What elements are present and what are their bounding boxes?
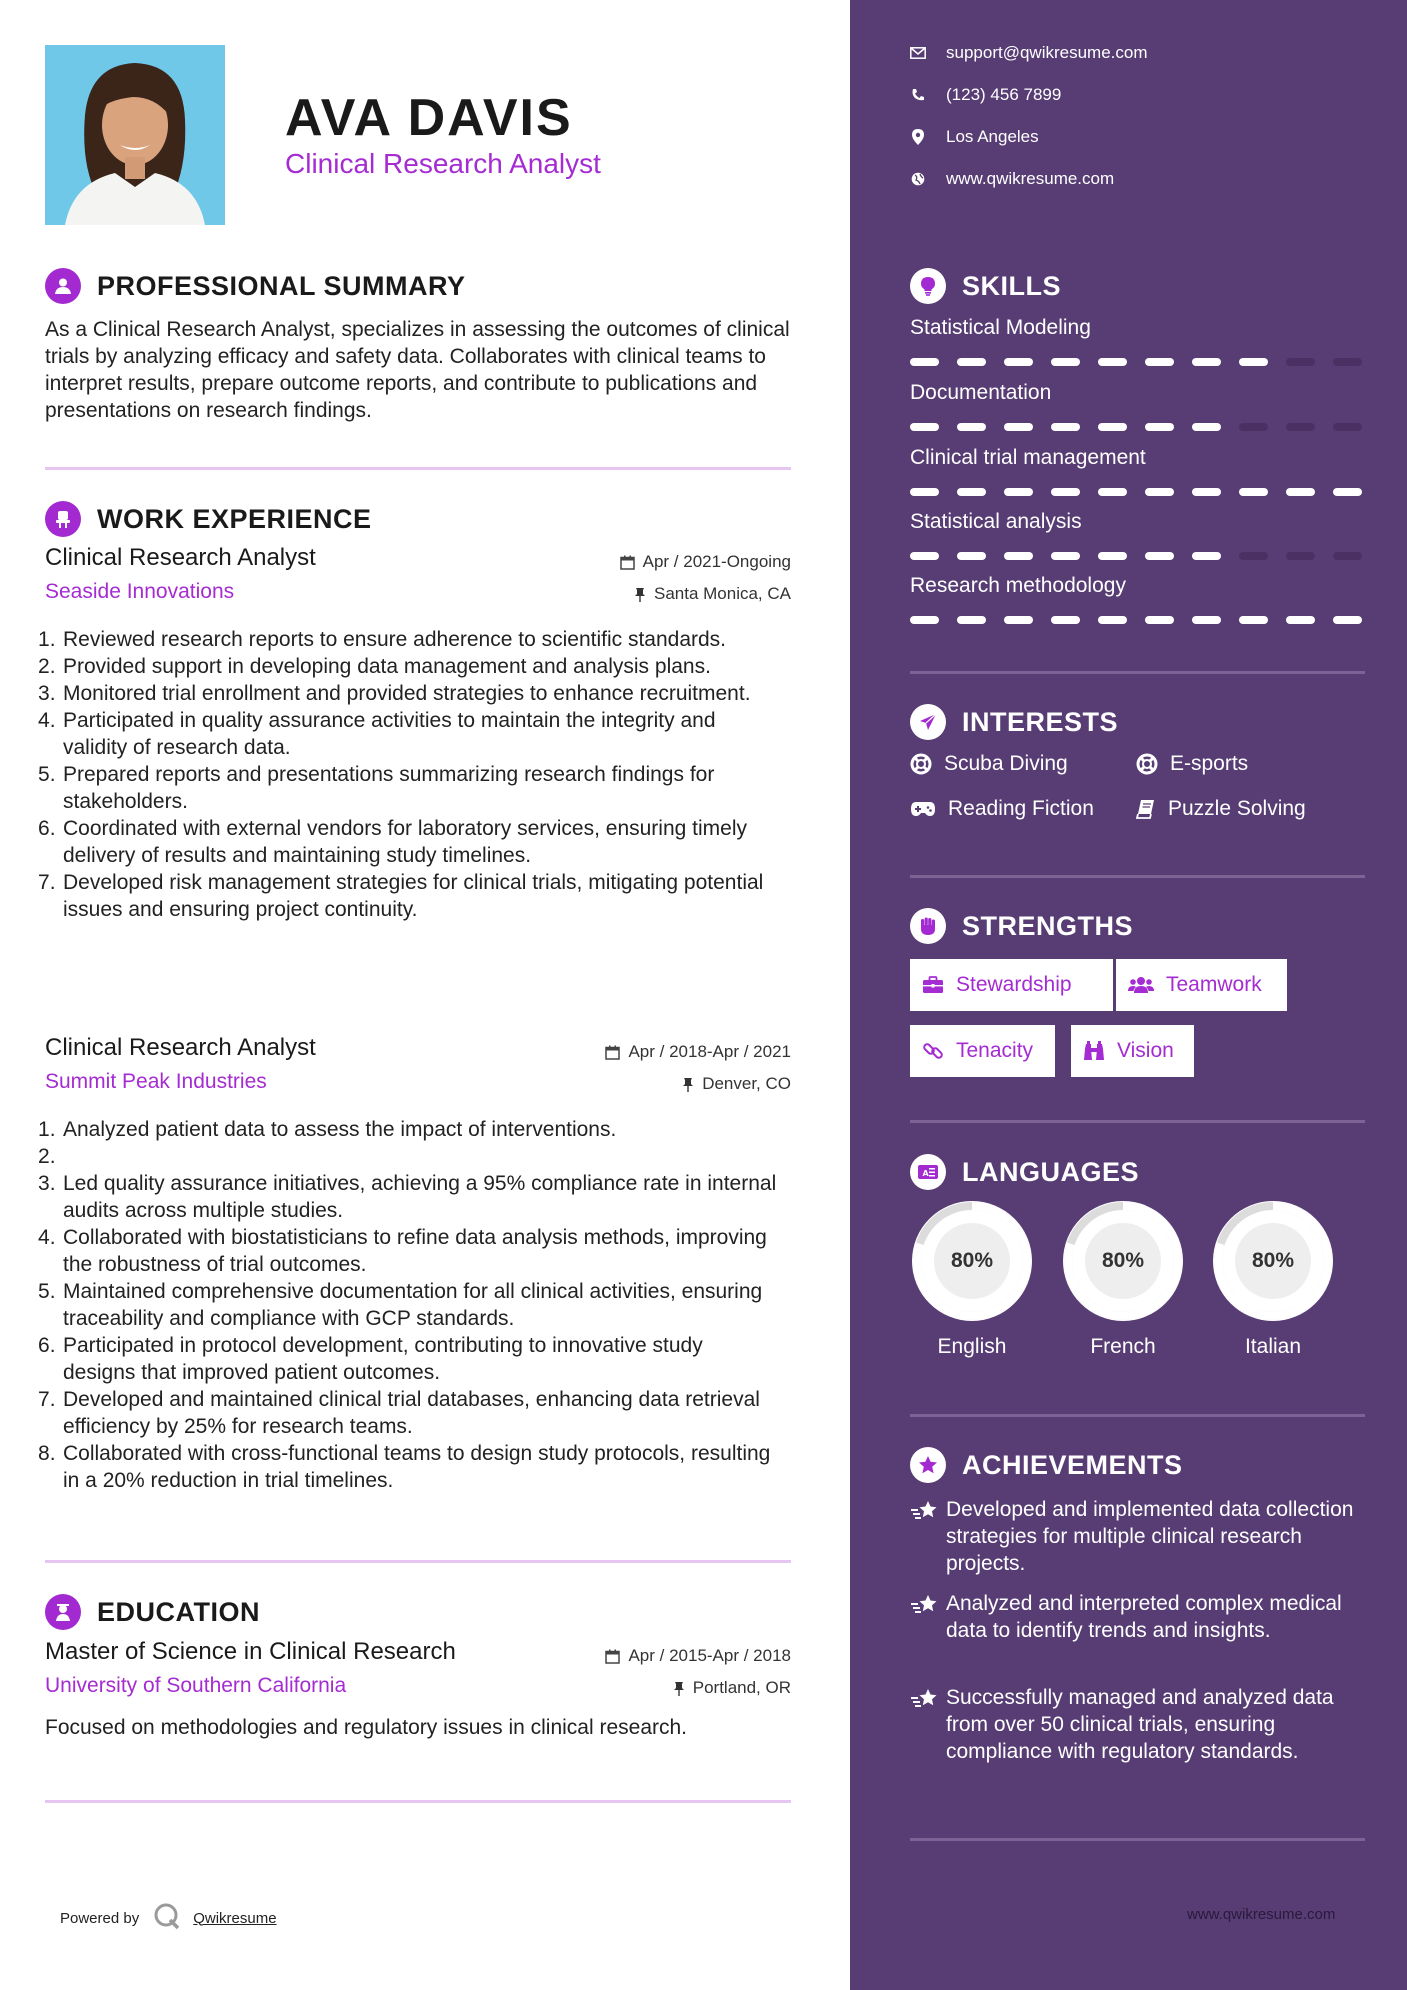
job-entry (45, 1034, 791, 1106)
life-ring-icon (910, 753, 932, 775)
rating-dot (910, 423, 939, 431)
language-icon (910, 1154, 946, 1190)
education-location-text: Portland, OR (692, 1678, 791, 1697)
list-item: Led quality assurance initiatives, achieving a 95% compliance rate in internal audits across multiple studies. (63, 1172, 777, 1222)
experience-heading (45, 499, 372, 539)
section-title: INTERESTS (962, 706, 1119, 737)
star-badge-icon (910, 1447, 946, 1483)
job-location-text: Denver, CO (702, 1074, 791, 1093)
briefcase-icon (922, 976, 944, 994)
language-percent: 80% (1101, 1249, 1145, 1272)
job-company: Summit Peak Industries (45, 1070, 267, 1093)
language-progress-ring (1211, 1199, 1335, 1323)
language-name: Italian (1244, 1335, 1302, 1358)
pin-icon (634, 587, 646, 602)
calendar-icon (605, 1649, 620, 1664)
rating-dot (1051, 488, 1080, 496)
strengths-heading (910, 906, 1133, 946)
skill-rating (910, 616, 1365, 624)
strength-tag (910, 959, 1113, 1011)
rating-dot (1286, 552, 1315, 560)
rating-dot (910, 358, 939, 366)
rating-dot (1145, 616, 1174, 624)
map-marker-icon (910, 129, 926, 145)
interest-item (910, 752, 1068, 776)
job-duties-list (38, 626, 778, 923)
skill-item (910, 574, 1365, 624)
summary-text: As a Clinical Research Analyst, specializes in assessing the outcomes of clinical trials by analyzing efficacy and safety data. Collaborates with clinical teams to interpret results, prepare outcome reports, and contribute to publications and presentations on research findings. (45, 318, 790, 422)
svg-text:A: A (922, 1169, 929, 1178)
rating-dot (1333, 423, 1362, 431)
rating-dot (1239, 616, 1268, 624)
interests-heading (910, 702, 1118, 742)
divider (910, 671, 1365, 674)
rating-dot (957, 358, 986, 366)
job-date (605, 1042, 791, 1062)
rating-dot (1286, 616, 1315, 624)
skill-item (910, 316, 1365, 366)
calendar-icon (620, 555, 635, 570)
rating-dot (1098, 488, 1127, 496)
language-percent: 80% (950, 1249, 994, 1272)
rating-dot (910, 552, 939, 560)
rating-dot (1286, 358, 1315, 366)
rating-dot (1051, 423, 1080, 431)
job-date-text: Apr / 2018-Apr / 2021 (628, 1042, 791, 1061)
interest-item (910, 797, 1094, 821)
strength-label: Vision (1117, 1039, 1174, 1062)
divider (910, 1838, 1365, 1841)
qwikresume-link[interactable]: Qwikresume (193, 1909, 277, 1927)
rating-dot (1333, 488, 1362, 496)
job-duties-list (38, 1116, 778, 1494)
list-item: Participated in quality assurance activities to maintain the integrity and validity of research data. (63, 709, 716, 759)
skill-name: Clinical trial management (910, 446, 1146, 469)
education-heading (45, 1592, 260, 1632)
strength-label: Stewardship (956, 973, 1072, 996)
powered-by-label: Powered by (60, 1909, 140, 1927)
section-title: ACHIEVEMENTS (962, 1449, 1183, 1480)
interest-label: E-sports (1170, 752, 1249, 775)
language-item (1211, 1199, 1335, 1359)
contact-phone[interactable] (910, 85, 1061, 105)
shooting-star-icon (910, 1686, 946, 1765)
list-item: Monitored trial enrollment and provided strategies to enhance recruitment. (63, 682, 751, 705)
contact-website[interactable] (910, 169, 1114, 189)
section-title: WORK EXPERIENCE (97, 503, 372, 534)
envelope-icon (910, 47, 926, 59)
rating-dot (1239, 488, 1268, 496)
rating-dot (1098, 358, 1127, 366)
life-ring-icon (1136, 753, 1158, 775)
section-title: STRENGTHS (962, 910, 1134, 941)
rating-dot (1239, 358, 1268, 366)
list-item: Developed risk management strategies for clinical trials, mitigating potential issues and ensuring project continuity. (63, 871, 764, 921)
rating-dot (1004, 358, 1033, 366)
interest-label: Puzzle Solving (1168, 797, 1306, 820)
job-date-text: Apr / 2021-Ongoing (642, 552, 791, 571)
strength-tag (1071, 1025, 1194, 1077)
skill-name: Statistical Modeling (910, 316, 1091, 339)
rating-dot (1333, 552, 1362, 560)
chair-icon (45, 501, 81, 537)
rating-dot (1004, 488, 1033, 496)
list-item: Provided support in developing data management and analysis plans. (63, 655, 711, 678)
contact-email-text: support@qwikresume.com (946, 43, 1148, 62)
languages-heading (910, 1152, 1139, 1192)
rating-dot (1286, 423, 1315, 431)
rating-dot (1145, 552, 1174, 560)
job-entry (45, 544, 791, 616)
link-icon (922, 1040, 944, 1062)
rating-dot (1098, 423, 1127, 431)
skill-rating (910, 488, 1365, 496)
divider (45, 1800, 791, 1803)
contact-website-text: www.qwikresume.com (946, 169, 1115, 188)
section-title: LANGUAGES (962, 1156, 1140, 1187)
language-progress-ring (910, 1199, 1034, 1323)
education-entry (45, 1638, 791, 1710)
rating-dot (957, 423, 986, 431)
book-icon (1136, 799, 1156, 819)
rating-dot (1192, 552, 1221, 560)
rating-dot (1145, 423, 1174, 431)
contact-phone-text: (123) 456 7899 (946, 85, 1062, 104)
education-location (673, 1678, 791, 1698)
degree-title: Master of Science in Clinical Research (45, 1638, 456, 1665)
strength-tag (1116, 959, 1287, 1011)
language-percent: 80% (1251, 1249, 1295, 1272)
achievement-item (910, 1684, 1370, 1765)
rating-dot (1051, 616, 1080, 624)
pin-icon (682, 1077, 694, 1092)
globe-icon (910, 172, 926, 186)
education-date (605, 1646, 791, 1666)
rating-dot (910, 488, 939, 496)
rating-dot (1192, 358, 1221, 366)
pin-icon (673, 1681, 685, 1696)
contact-location-text: Los Angeles (946, 127, 1039, 146)
rating-dot (1145, 358, 1174, 366)
language-item (1061, 1199, 1185, 1359)
interest-label: Reading Fiction (948, 797, 1094, 820)
rating-dot (1051, 552, 1080, 560)
section-title: PROFESSIONAL SUMMARY (97, 270, 466, 301)
shooting-star-icon (910, 1498, 946, 1577)
rating-dot (910, 616, 939, 624)
language-name: English (937, 1335, 1007, 1358)
shooting-star-icon (910, 1592, 946, 1644)
list-item: Prepared reports and presentations summarizing research findings for stakeholders. (63, 763, 715, 813)
rating-dot (1333, 358, 1362, 366)
achievements-heading (910, 1445, 1183, 1485)
rating-dot (1192, 423, 1221, 431)
strength-label: Teamwork (1166, 973, 1262, 996)
users-icon (1128, 976, 1154, 994)
candidate-title: Clinical Research Analyst (285, 148, 601, 179)
binoculars-icon (1083, 1040, 1105, 1062)
paper-plane-icon (910, 704, 946, 740)
list-item: Analyzed patient data to assess the impact of interventions. (63, 1118, 617, 1141)
powered-by (60, 1902, 277, 1934)
language-item (910, 1199, 1034, 1359)
contact-email[interactable] (910, 43, 1148, 63)
strength-tag (910, 1025, 1055, 1077)
rating-dot (1192, 616, 1221, 624)
graduate-icon (45, 1594, 81, 1630)
candidate-name: AVA DAVIS (285, 89, 573, 147)
user-circle-icon (45, 268, 81, 304)
job-title: Clinical Research Analyst (45, 1034, 316, 1061)
skills-heading (910, 266, 1061, 306)
phone-icon (910, 88, 926, 102)
list-item: Developed and maintained clinical trial databases, enhancing data retrieval efficiency by 25% for research teams. (63, 1388, 760, 1438)
lightbulb-icon (910, 268, 946, 304)
interest-label: Scuba Diving (944, 752, 1068, 775)
rating-dot (957, 616, 986, 624)
rating-dot (1192, 488, 1221, 496)
divider (910, 875, 1365, 878)
fist-icon (910, 908, 946, 944)
section-title: EDUCATION (97, 1596, 260, 1627)
achievement-text: Analyzed and interpreted complex medical data to identify trends and insights. (946, 1592, 1342, 1642)
rating-dot (1004, 423, 1033, 431)
achievement-item (910, 1590, 1370, 1644)
list-item: Collaborated with biostatisticians to refine data analysis methods, improving the robustness of trial outcomes. (63, 1226, 767, 1276)
divider (910, 1120, 1365, 1123)
rating-dot (1004, 616, 1033, 624)
skill-name: Statistical analysis (910, 510, 1082, 533)
list-item: Participated in protocol development, contributing to innovative study designs that improved patient outcomes. (63, 1334, 703, 1384)
contact-location (910, 127, 1039, 147)
profile-photo (45, 45, 225, 225)
sidebar (850, 0, 1407, 1990)
list-item: Maintained comprehensive documentation for all clinical activities, ensuring traceability and compliance with GCP standards. (63, 1280, 763, 1330)
rating-dot (1239, 552, 1268, 560)
achievement-item (910, 1496, 1370, 1577)
skill-item (910, 446, 1365, 496)
language-progress-ring (1061, 1199, 1185, 1323)
job-location (634, 584, 791, 604)
skill-rating (910, 423, 1365, 431)
list-item: Reviewed research reports to ensure adherence to scientific standards. (63, 628, 727, 651)
divider (45, 467, 791, 470)
job-title: Clinical Research Analyst (45, 544, 316, 571)
rating-dot (957, 488, 986, 496)
rating-dot (1145, 488, 1174, 496)
skill-item (910, 381, 1365, 431)
job-company: Seaside Innovations (45, 580, 235, 603)
achievement-text: Successfully managed and analyzed data from over 50 clinical trials, ensuring compliance with regulatory standards. (946, 1686, 1334, 1763)
divider (910, 1414, 1365, 1417)
skill-name: Documentation (910, 381, 1052, 404)
job-location (682, 1074, 791, 1094)
qwikresume-logo-icon (153, 1902, 181, 1934)
section-title: SKILLS (962, 270, 1062, 301)
language-name: French (1090, 1335, 1156, 1358)
rating-dot (1004, 552, 1033, 560)
skill-item (910, 510, 1365, 560)
gamepad-icon (910, 801, 936, 817)
list-item: Coordinated with external vendors for laboratory services, ensuring timely delivery of results and maintaining study timelines. (63, 817, 747, 867)
skill-rating (910, 552, 1365, 560)
rating-dot (1098, 552, 1127, 560)
strength-label: Tenacity (956, 1039, 1034, 1062)
rating-dot (1051, 358, 1080, 366)
rating-dot (1333, 616, 1362, 624)
job-location-text: Santa Monica, CA (653, 584, 791, 603)
job-date (620, 552, 791, 572)
rating-dot (957, 552, 986, 560)
list-item: Collaborated with cross-functional teams to design study protocols, resulting in a 20% reduction in trial timelines. (63, 1442, 771, 1492)
skill-rating (910, 358, 1365, 366)
calendar-icon (605, 1045, 620, 1060)
achievement-text: Developed and implemented data collection strategies for multiple clinical research projects. (946, 1498, 1354, 1575)
rating-dot (1239, 423, 1268, 431)
footer-website-link[interactable]: www.qwikresume.com (1187, 1906, 1336, 1923)
education-description: Focused on methodologies and regulatory issues in clinical research. (45, 1716, 688, 1739)
rating-dot (1098, 616, 1127, 624)
summary-heading (45, 266, 466, 306)
interest-item (1136, 797, 1306, 821)
education-date-text: Apr / 2015-Apr / 2018 (628, 1646, 791, 1665)
list-item (38, 1143, 778, 1170)
divider (45, 1560, 791, 1563)
interest-item (1136, 752, 1248, 776)
skill-name: Research methodology (910, 574, 1126, 597)
school-name: University of Southern California (45, 1674, 347, 1697)
rating-dot (1286, 488, 1315, 496)
